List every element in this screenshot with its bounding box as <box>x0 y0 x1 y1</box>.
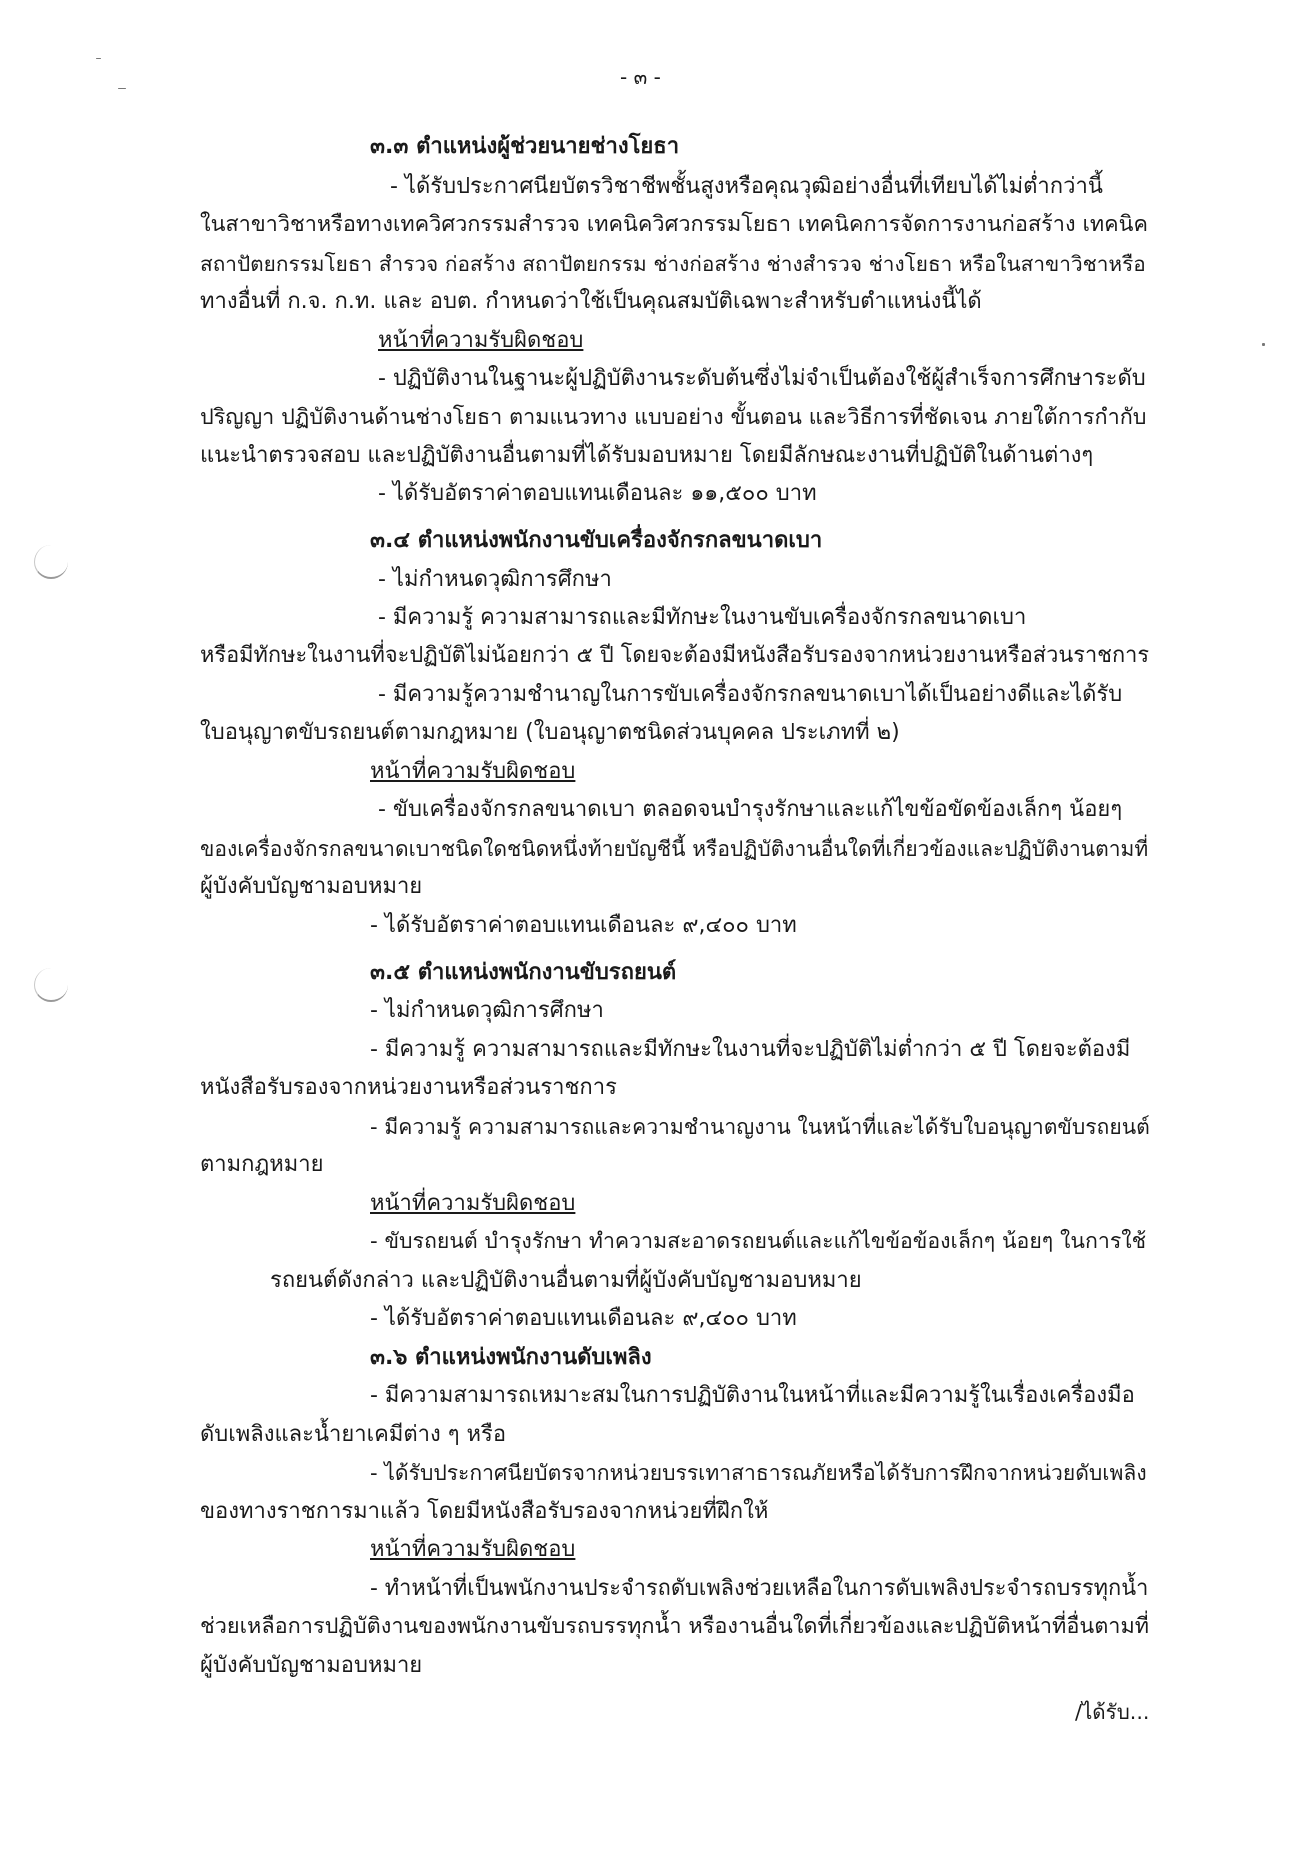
section-title: ๓.๔ ตำแหน่งพนักงานขับเครื่องจักรกลขนาดเบา <box>370 528 823 553</box>
qualification-line: หรือมีทักษะในงานที่จะปฏิบัติไม่น้อยกว่า ๕ ปี โดยจะต้องมีหนังสือรับรองจากหน่วยงานหรือส่วนราชการ <box>200 643 1150 668</box>
salary-line: - ได้รับอัตราค่าตอบแทนเดือนละ ๙,๔๐๐ บาท <box>370 913 797 938</box>
duty-heading: หน้าที่ความรับผิดชอบ <box>370 1191 576 1216</box>
section-title: ๓.๕ ตำแหน่งพนักงานขับรถยนต์ <box>370 960 677 985</box>
qualification-line: ในสาขาวิชาหรือทางเทควิศวกรรมสำรวจ เทคนิควิศวกรรมโยธา เทคนิคการจัดการงานก่อสร้าง เทคนิค <box>200 212 1149 237</box>
qualification-line: - มีความรู้ ความสามารถและความชำนาญงาน ในหน้าที่และได้รับใบอนุญาตขับรถยนต์ <box>370 1114 1150 1139</box>
duty-line: - ขับรถยนต์ บำรุงรักษา ทำความสะอาดรถยนต์และแก้ไขข้อข้องเล็กๆ น้อยๆ ในการใช้ <box>370 1229 1147 1254</box>
duty-heading: หน้าที่ความรับผิดชอบ <box>378 328 584 353</box>
qualification-line: - ได้รับประกาศนียบัตรวิชาชีพชั้นสูงหรือคุณวุฒิอย่างอื่นที่เทียบได้ไม่ต่ำกว่านี้ <box>390 174 1103 199</box>
qualification-line: ตามกฎหมาย <box>200 1152 324 1177</box>
scan-speck <box>96 58 101 59</box>
qualification-line: - ได้รับประกาศนียบัตรจากหน่วยบรรเทาสาธารณภัยหรือได้รับการฝึกจากหน่วยดับเพลิง <box>370 1460 1147 1485</box>
qualification-line: - ไม่กำหนดวุฒิการศึกษา <box>378 567 612 592</box>
scan-speck <box>118 88 126 89</box>
duty-heading: หน้าที่ความรับผิดชอบ <box>370 759 576 784</box>
section-title: ๓.๖ ตำแหน่งพนักงานดับเพลิง <box>370 1345 652 1370</box>
qualification-line: ดับเพลิงและน้ำยาเคมีต่าง ๆ หรือ <box>200 1422 507 1447</box>
duty-line: รถยนต์ดังกล่าว และปฏิบัติงานอื่นตามที่ผู้บังคับบัญชามอบหมาย <box>270 1268 862 1293</box>
duty-line: - ขับเครื่องจักรกลขนาดเบา ตลอดจนบำรุงรักษาและแก้ไขข้อขัดข้องเล็กๆ น้อยๆ <box>378 797 1123 822</box>
duty-line: ปริญญา ปฏิบัติงานด้านช่างโยธา ตามแนวทาง แบบอย่าง ขั้นตอน และวิธีการที่ชัดเจน ภายใต้การกำกับ <box>200 405 1147 430</box>
salary-line: - ได้รับอัตราค่าตอบแทนเดือนละ ๙,๔๐๐ บาท <box>370 1306 797 1331</box>
qualification-line: - ไม่กำหนดวุฒิการศึกษา <box>370 998 604 1023</box>
punch-hole-bottom <box>34 968 68 1002</box>
qualification-line: ของทางราชการมาแล้ว โดยมีหนังสือรับรองจากหน่วยที่ฝึกให้ <box>200 1499 769 1524</box>
duty-line: ของเครื่องจักรกลขนาดเบาชนิดใดชนิดหนึ่งท้ายบัญชีนี้ หรือปฏิบัติงานอื่นใดที่เกี่ยวข้องและปฏิบัติงานตามที่ <box>200 837 1149 861</box>
duty-line: ผู้บังคับบัญชามอบหมาย <box>200 1653 423 1678</box>
duty-heading: หน้าที่ความรับผิดชอบ <box>370 1537 576 1562</box>
qualification-line: - มีความรู้ ความสามารถและมีทักษะในงานขับเครื่องจักรกลขนาดเบา <box>378 605 1027 630</box>
duty-line: ผู้บังคับบัญชามอบหมาย <box>200 874 423 899</box>
qualification-line: - มีความสามารถเหมาะสมในการปฏิบัติงานในหน้าที่และมีความรู้ในเรื่องเครื่องมือ <box>370 1383 1135 1408</box>
salary-line: - ได้รับอัตราค่าตอบแทนเดือนละ ๑๑,๕๐๐ บาท <box>378 481 817 506</box>
page-number: - ๓ - <box>620 65 661 89</box>
qualification-line: ทางอื่นที่ ก.จ. ก.ท. และ อบต. กำหนดว่าใช้เป็นคุณสมบัติเฉพาะสำหรับตำแหน่งนี้ได้ <box>200 289 982 314</box>
section-title: ๓.๓ ตำแหน่งผู้ช่วยนายช่างโยธา <box>370 134 680 159</box>
qualification-line: - มีความรู้ความชำนาญในการขับเครื่องจักรกลขนาดเบาได้เป็นอย่างดีและได้รับ <box>378 682 1123 707</box>
duty-line: - ปฏิบัติงานในฐานะผู้ปฏิบัติงานระดับต้นซึ่งไม่จำเป็นต้องใช้ผู้สำเร็จการศึกษาระดับ <box>378 366 1146 391</box>
duty-line: แนะนำตรวจสอบ และปฏิบัติงานอื่นตามที่ได้รับมอบหมาย โดยมีลักษณะงานที่ปฏิบัติในด้านต่างๆ <box>200 443 1094 468</box>
continuation-note: /ได้รับ... <box>1075 1700 1150 1724</box>
qualification-line: - มีความรู้ ความสามารถและมีทักษะในงานที่จะปฏิบัติไม่ต่ำกว่า ๕ ปี โดยจะต้องมี <box>370 1037 1131 1062</box>
qualification-line: สถาปัตยกรรมโยธา สำรวจ ก่อสร้าง สถาปัตยกรรม ช่างก่อสร้าง ช่างสำรวจ ช่างโยธา หรือในสาขาวิชาหรือ <box>200 252 1146 276</box>
qualification-line: ใบอนุญาตขับรถยนต์ตามกฎหมาย (ใบอนุญาตชนิดส่วนบุคคล ประเภทที่ ๒) <box>200 720 900 745</box>
duty-line: - ทำหน้าที่เป็นพนักงานประจำรถดับเพลิงช่วยเหลือในการดับเพลิงประจำรถบรรทุกน้ำ <box>370 1576 1149 1601</box>
duty-line: ช่วยเหลือการปฏิบัติงานของพนักงานขับรถบรรทุกน้ำ หรืองานอื่นใดที่เกี่ยวข้องและปฏิบัติหน้าที่อื่นตามที่ <box>200 1614 1150 1639</box>
qualification-line: หนังสือรับรองจากหน่วยงานหรือส่วนราชการ <box>200 1075 617 1100</box>
scan-speck <box>1262 343 1265 346</box>
punch-hole-top <box>34 545 68 579</box>
